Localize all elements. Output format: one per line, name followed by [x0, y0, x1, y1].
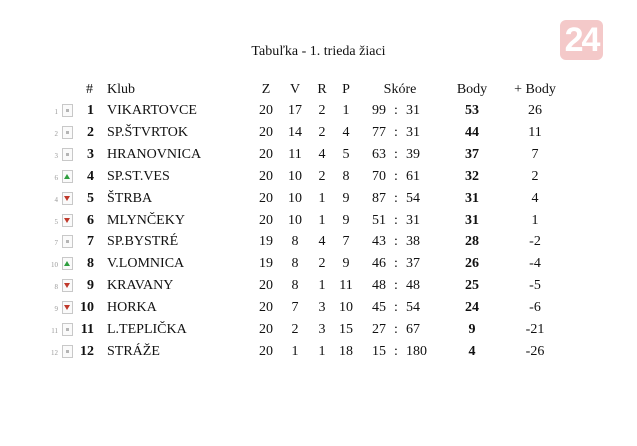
cell-prev: 8: [54, 283, 58, 292]
table-row: [0, 167, 637, 189]
score-separator: :: [394, 278, 398, 294]
table-row: [0, 189, 637, 211]
cell-team[interactable]: MLYNČEKY: [107, 212, 185, 228]
table-row: [0, 232, 637, 254]
cell-p: 15: [339, 322, 353, 337]
cell-prev: 4: [54, 195, 58, 204]
cell-plus-points: -6: [529, 300, 541, 316]
trend-down-icon: [62, 279, 73, 292]
cell-prev: 5: [54, 217, 58, 226]
header-points: Body: [456, 82, 488, 97]
cell-plus-points: -5: [529, 278, 541, 294]
cell-goals-against: 61: [406, 168, 420, 184]
cell-rank: 4: [87, 168, 94, 184]
cell-r: 4: [318, 234, 326, 250]
table-row: [0, 101, 637, 123]
header-score: Skóre: [383, 82, 417, 97]
cell-plus-points: 11: [528, 124, 542, 140]
cell-plus-points: 4: [531, 190, 539, 206]
cell-prev: 3: [54, 151, 58, 160]
score-separator: :: [394, 322, 398, 337]
cell-z: 19: [259, 234, 273, 250]
score-separator: :: [394, 146, 398, 162]
cell-p: 8: [342, 168, 350, 184]
cell-goals-against: 54: [406, 190, 420, 206]
cell-rank: 7: [87, 234, 94, 250]
cell-goals-for: 27: [372, 322, 386, 337]
cell-points: 4: [468, 343, 476, 359]
cell-rank: 2: [87, 124, 94, 140]
cell-v: 8: [291, 256, 299, 272]
cell-v: 7: [291, 300, 299, 316]
cell-p: 4: [342, 124, 350, 140]
cell-points: 26: [465, 256, 479, 272]
cell-rank: 12: [80, 343, 94, 359]
cell-prev: 6: [54, 173, 58, 182]
cell-plus-points: -4: [529, 256, 541, 272]
cell-r: 1: [318, 343, 326, 359]
cell-goals-for: 77: [372, 124, 386, 140]
trend-same-icon: [62, 104, 73, 117]
cell-points: 28: [465, 234, 479, 250]
cell-rank: 9: [87, 278, 94, 294]
cell-team[interactable]: L.TEPLIČKA: [107, 322, 187, 337]
cell-prev: 7: [54, 239, 58, 248]
cell-p: 18: [339, 343, 353, 359]
score-separator: :: [394, 103, 398, 118]
cell-z: 20: [259, 146, 273, 162]
cell-goals-against: 31: [406, 212, 420, 228]
score-separator: :: [394, 190, 398, 206]
cell-prev: 1: [54, 108, 58, 116]
header-v: V: [289, 82, 301, 97]
score-separator: :: [394, 212, 398, 228]
cell-prev: 12: [51, 348, 58, 357]
cell-p: 5: [342, 146, 350, 162]
cell-goals-for: 45: [372, 300, 386, 316]
table-row: [0, 145, 637, 167]
cell-z: 20: [259, 343, 273, 359]
cell-v: 8: [291, 278, 299, 294]
cell-rank: 3: [87, 146, 94, 162]
cell-points: 31: [465, 212, 479, 228]
cell-team[interactable]: HORKA: [107, 300, 157, 316]
trend-same-icon: [62, 345, 73, 358]
score-separator: :: [394, 300, 398, 316]
cell-p: 9: [342, 256, 350, 272]
cell-goals-for: 48: [372, 278, 386, 294]
cell-p: 11: [339, 278, 353, 294]
cell-points: 37: [465, 146, 479, 162]
cell-z: 20: [259, 124, 273, 140]
cell-prev: 9: [54, 305, 58, 314]
cell-r: 2: [318, 124, 326, 140]
header-z: Z: [261, 82, 271, 97]
score-separator: :: [394, 234, 398, 250]
cell-points: 25: [465, 278, 479, 294]
cell-points: 31: [465, 190, 479, 206]
header-plus: + Body: [514, 82, 556, 97]
score-separator: :: [394, 343, 398, 359]
table-title: Tabuľka - 1. trieda žiaci: [251, 44, 386, 59]
cell-points: 44: [465, 124, 479, 140]
cell-r: 1: [318, 190, 326, 206]
header-r: R: [317, 82, 327, 97]
cell-team[interactable]: SP.ST.VES: [107, 168, 170, 184]
cell-goals-against: 39: [406, 146, 420, 162]
header-p: P: [342, 82, 350, 97]
cell-v: 2: [291, 322, 299, 337]
cell-points: 53: [465, 103, 479, 118]
cell-r: 2: [318, 103, 326, 118]
cell-rank: 6: [87, 212, 94, 228]
cell-prev: 11: [51, 327, 58, 335]
cell-points: 32: [465, 168, 479, 184]
cell-team[interactable]: VIKARTOVCE: [107, 103, 197, 118]
cell-goals-for: 51: [372, 212, 386, 228]
table-row: [0, 320, 637, 342]
cell-team[interactable]: STRÁŽE: [107, 343, 160, 359]
cell-r: 3: [318, 322, 326, 337]
trend-down-icon: [62, 301, 73, 314]
table-row: [0, 276, 637, 298]
cell-plus-points: 1: [531, 212, 539, 228]
cell-goals-for: 46: [372, 256, 386, 272]
cell-rank: 10: [80, 300, 94, 316]
cell-plus-points: -2: [529, 234, 541, 250]
cell-v: 11: [288, 146, 302, 162]
trend-same-icon: [62, 126, 73, 139]
table-row: [0, 298, 637, 320]
cell-v: 14: [288, 124, 302, 140]
cell-goals-for: 15: [372, 343, 386, 359]
cell-plus-points: 7: [531, 146, 539, 162]
cell-z: 19: [259, 256, 273, 272]
cell-goals-against: 48: [406, 278, 420, 294]
cell-v: 1: [291, 343, 299, 359]
logo-text: 24: [564, 21, 599, 59]
cell-v: 10: [288, 168, 302, 184]
table-row: [0, 342, 637, 364]
cell-p: 10: [339, 300, 353, 316]
cell-z: 20: [259, 190, 273, 206]
cell-goals-for: 87: [372, 190, 386, 206]
cell-prev: 2: [54, 129, 58, 138]
cell-goals-against: 31: [406, 103, 420, 118]
cell-r: 3: [318, 300, 326, 316]
cell-goals-against: 180: [406, 343, 427, 359]
cell-z: 20: [259, 168, 273, 184]
cell-team[interactable]: SP.ŠTVRTOK: [107, 124, 188, 140]
header-team: Klub: [107, 82, 135, 97]
cell-rank: 1: [87, 103, 94, 118]
cell-p: 9: [342, 190, 350, 206]
cell-plus-points: 26: [528, 103, 542, 118]
table-row: [0, 254, 637, 276]
cell-points: 24: [465, 300, 479, 316]
cell-z: 20: [259, 322, 273, 337]
score-separator: :: [394, 168, 398, 184]
cell-v: 10: [288, 212, 302, 228]
cell-r: 2: [318, 168, 326, 184]
cell-r: 1: [318, 278, 326, 294]
cell-points: 9: [468, 322, 476, 337]
cell-z: 20: [259, 278, 273, 294]
trend-same-icon: [62, 235, 73, 248]
table-row: [0, 211, 637, 233]
cell-r: 4: [318, 146, 326, 162]
cell-z: 20: [259, 300, 273, 316]
cell-r: 1: [318, 212, 326, 228]
cell-team[interactable]: ŠTRBA: [107, 190, 153, 206]
trend-down-icon: [62, 214, 73, 227]
cell-goals-for: 70: [372, 168, 386, 184]
cell-p: 9: [342, 212, 350, 228]
cell-p: 7: [342, 234, 350, 250]
cell-plus-points: -21: [525, 322, 545, 337]
cell-v: 10: [288, 190, 302, 206]
cell-team[interactable]: HRANOVNICA: [107, 146, 202, 162]
cell-plus-points: 2: [531, 168, 539, 184]
cell-goals-against: 67: [406, 322, 420, 337]
trend-up-icon: [62, 257, 73, 270]
cell-v: 8: [291, 234, 299, 250]
cell-v: 17: [288, 103, 302, 118]
cell-goals-against: 54: [406, 300, 420, 316]
cell-p: 1: [342, 103, 350, 118]
cell-rank: 11: [80, 322, 94, 337]
trend-down-icon: [62, 192, 73, 205]
cell-goals-against: 37: [406, 256, 420, 272]
cell-goals-against: 31: [406, 124, 420, 140]
cell-rank: 5: [87, 190, 94, 206]
header-rank: #: [86, 82, 93, 97]
trend-same-icon: [62, 323, 73, 336]
cell-goals-for: 43: [372, 234, 386, 250]
score-separator: :: [394, 124, 398, 140]
cell-z: 20: [259, 212, 273, 228]
cell-goals-for: 99: [372, 103, 386, 118]
cell-goals-against: 38: [406, 234, 420, 250]
cell-team[interactable]: V.LOMNICA: [107, 256, 185, 272]
cell-prev: 10: [51, 261, 58, 270]
cell-goals-for: 63: [372, 146, 386, 162]
cell-plus-points: -26: [525, 343, 545, 359]
trend-up-icon: [62, 170, 73, 183]
table-row: [0, 123, 637, 145]
cell-z: 20: [259, 103, 273, 118]
score-separator: :: [394, 256, 398, 272]
cell-team[interactable]: SP.BYSTRÉ: [107, 234, 179, 250]
cell-team[interactable]: KRAVANY: [107, 278, 174, 294]
cell-rank: 8: [87, 256, 94, 272]
trend-same-icon: [62, 148, 73, 161]
cell-r: 2: [318, 256, 326, 272]
